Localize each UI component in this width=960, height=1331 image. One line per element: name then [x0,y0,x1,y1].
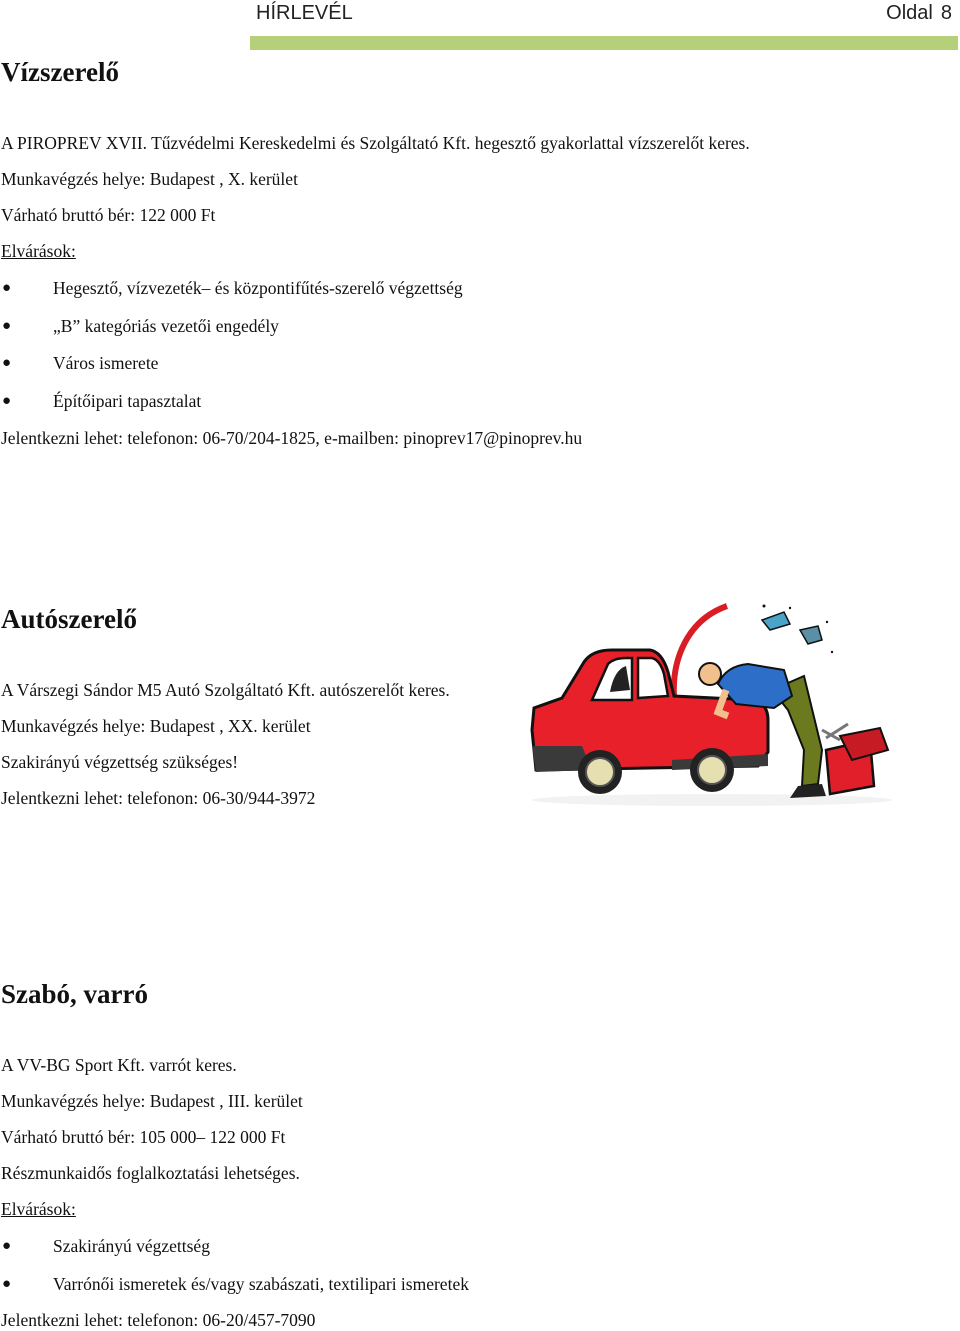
plumber-requirement: Város ismerete [53,353,159,373]
plumber-requirement: Építőipari tapasztalat [53,391,202,411]
plumber-requirements-label: Elvárások: [1,241,76,261]
section-title-mechanic: Autószerelő [1,604,137,634]
bullet-icon: ● [2,393,12,409]
section-title-plumber: Vízszerelő [1,57,119,87]
bullet-icon: ● [2,355,12,371]
bullet-icon: ● [2,318,12,334]
mechanic-line-company: A Várszegi Sándor M5 Autó Szolgáltató Kft. autószerelőt keres. [1,680,450,700]
plumber-requirement: „B” kategóriás vezetői engedély [53,316,279,336]
plumber-line-location: Munkavégzés helye: Budapest , X. kerület [1,169,298,189]
tailor-requirement: Varrónői ismeretek és/vagy szabászati, textilipari ismeretek [53,1274,469,1294]
tailor-line-salary: Várható bruttó bér: 105 000– 122 000 Ft [1,1127,286,1147]
plumber-contact: Jelentkezni lehet: telefonon: 06-70/204-1825, e-mailben: pinoprev17@pinoprev.hu [1,428,583,448]
tailor-line-parttime: Részmunkaidős foglalkoztatási lehetséges. [1,1163,300,1183]
page-indicator [886,2,952,25]
page-label: Oldal [886,2,933,24]
tailor-requirements-label: Elvárások: [1,1199,76,1219]
section-title-tailor: Szabó, varró [1,979,148,1009]
newsletter-title: HÍRLEVÉL [256,2,353,24]
bullet-icon: ● [2,1276,12,1292]
bullet-icon: ● [2,1238,12,1254]
tailor-line-location: Munkavégzés helye: Budapest , III. kerület [1,1091,303,1111]
page-number: 8 [940,2,952,24]
tailor-contact: Jelentkezni lehet: telefonon: 06-20/457-7090 [1,1310,316,1330]
mechanic-car-illustration [522,600,902,810]
mechanic-line-requirement: Szakirányú végzettség szükséges! [1,752,239,772]
tailor-line-company: A VV-BG Sport Kft. varrót keres. [1,1055,237,1075]
plumber-requirement: Hegesztő, vízvezeték– és központifűtés-szerelő végzettség [53,278,463,298]
mechanic-contact: Jelentkezni lehet: telefonon: 06-30/944-3972 [1,788,316,808]
header-bar [250,36,958,50]
bullet-icon: ● [2,280,12,296]
plumber-line-salary: Várható bruttó bér: 122 000 Ft [1,205,216,225]
tailor-requirement: Szakirányú végzettség [53,1236,210,1256]
plumber-line-company: A PIROPREV XVII. Tűzvédelmi Kereskedelmi és Szolgáltató Kft. hegesztő gyakorlattal vízszerelőt keres. [1,133,750,153]
mechanic-line-location: Munkavégzés helye: Budapest , XX. kerület [1,716,311,736]
